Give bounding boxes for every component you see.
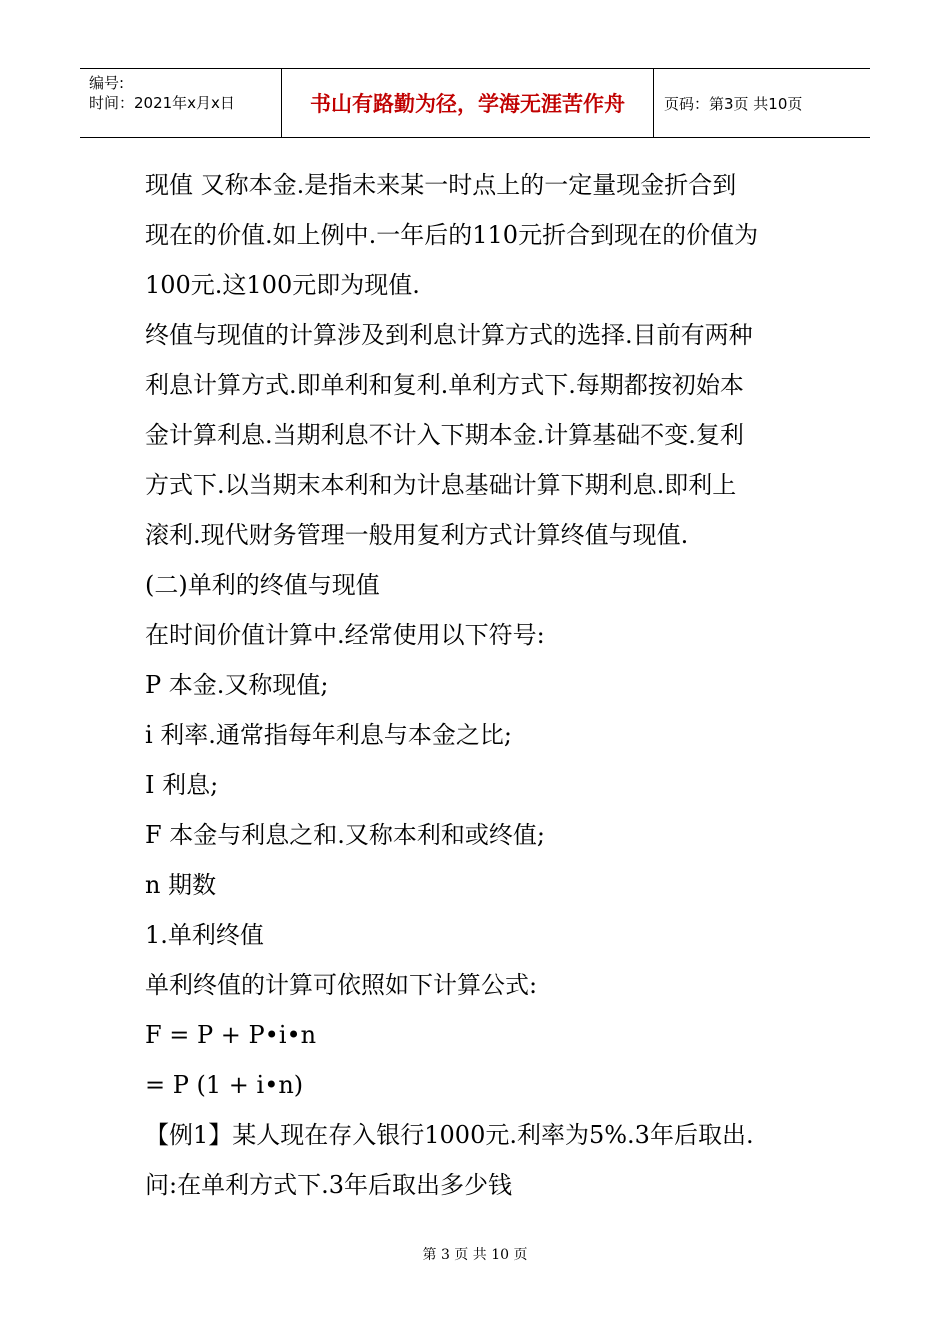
page-footer: 第 3 页 共 10 页 — [422, 1247, 528, 1263]
document-date: 时间：2021年x月x日 — [89, 94, 235, 112]
header-motto: 书山有路勤为径，学海无涯苦作舟 — [310, 92, 625, 116]
body-line: 现在的价值.如上例中.一年后的110元折合到现在的价值为 — [145, 221, 759, 249]
example-line: 【例1】某人现在存入银行1000元.利率为5%.3年后取出. — [145, 1121, 754, 1149]
document-body — [145, 160, 825, 1210]
page-header — [80, 68, 870, 138]
subsection-heading: 1.单利终值 — [145, 921, 264, 949]
formula-line: = P (1 + i•n) — [145, 1071, 304, 1099]
body-line: 终值与现值的计算涉及到利息计算方式的选择.目前有两种 — [145, 321, 753, 349]
header-page-info-cell — [654, 69, 870, 137]
body-line: 现值 又称本金.是指未来某一时点上的一定量现金折合到 — [145, 171, 737, 199]
formula-line: F = P + P•i•n — [145, 1021, 317, 1049]
document-number-label: 编号: — [89, 74, 125, 92]
body-line: 利息计算方式.即单利和复利.单利方式下.每期都按初始本 — [145, 371, 744, 399]
symbol-definition: n 期数 — [145, 871, 217, 899]
header-meta — [80, 69, 281, 137]
symbol-definition: I 利息; — [145, 771, 219, 799]
header-motto-cell — [281, 69, 654, 137]
example-line: 问:在单利方式下.3年后取出多少钱 — [145, 1171, 512, 1199]
body-line: 100元.这100元即为现值. — [145, 271, 420, 299]
section-heading: (二)单利的终值与现值 — [145, 571, 380, 599]
symbol-definition: P 本金.又称现值; — [145, 671, 329, 699]
body-line: 单利终值的计算可依照如下计算公式: — [145, 971, 538, 999]
symbol-definition: i 利率.通常指每年利息与本金之比; — [145, 721, 513, 749]
body-line: 在时间价值计算中.经常使用以下符号: — [145, 621, 545, 649]
header-page-info: 页码：第3页 共10页 — [664, 94, 803, 113]
symbol-definition: F 本金与利息之和.又称本利和或终值; — [145, 821, 545, 849]
body-line: 滚利.现代财务管理一般用复利方式计算终值与现值. — [145, 521, 689, 549]
body-line: 方式下.以当期末本利和为计息基础计算下期利息.即利上 — [145, 471, 737, 499]
body-line: 金计算利息.当期利息不计入下期本金.计算基础不变.复利 — [145, 421, 744, 449]
